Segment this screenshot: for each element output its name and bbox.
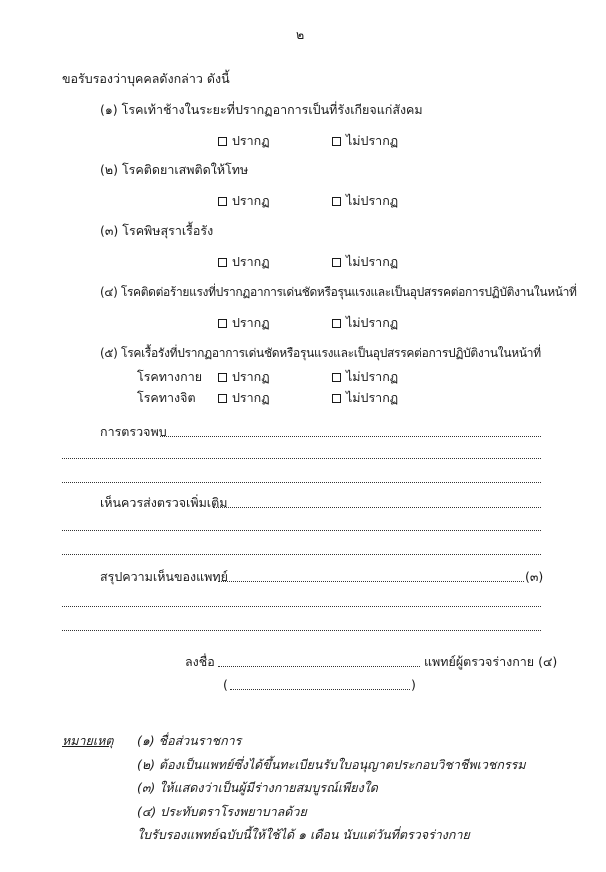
printed-name-line[interactable] [230, 689, 410, 690]
findings-label: การตรวจพบ [100, 424, 167, 439]
certification-intro: ขอรับรองว่าบุคคลดังกล่าว ดังนี้ [62, 71, 230, 86]
disease-5-label: (๕) โรคเรื้อรังที่ปรากฏอาการเด่นชัดหรือรุนแรงและเป็นอุปสรรคต่อการปฏิบัติงานในหน้าที่ [100, 346, 541, 360]
checkbox-icon[interactable] [332, 373, 341, 382]
findings-line[interactable] [160, 436, 541, 437]
sign-label: ลงชื่อ [185, 654, 215, 669]
doctor-opinion-line[interactable] [62, 630, 541, 631]
disease-4-label: (๔) โรคติดต่อร้ายแรงที่ปรากฏอาการเด่นชัดหรือรุนแรงและเป็นอุปสรรคต่อการปฏิบัติงานในหน้าที่ [100, 285, 577, 299]
remark-1: (๑) ชื่อส่วนราชการ [137, 733, 242, 748]
remark-validity: ใบรับรองแพทย์ฉบับนี้ให้ใช้ได้ ๑ เดือน นับแต่วันที่ตรวจร่างกาย [137, 827, 470, 842]
name-paren-close: ) [411, 677, 416, 692]
checkbox-icon[interactable] [332, 319, 341, 328]
further-exam-label: เห็นควรส่งตรวจเพิ่มเติม [100, 495, 228, 510]
disease-3-absent[interactable]: ไม่ปรากฏ [332, 254, 398, 270]
disease-3-label: (๓) โรคพิษสุราเรื้อรัง [100, 223, 214, 238]
subtype-physical-label: โรคทางกาย [137, 369, 203, 384]
findings-line[interactable] [62, 482, 541, 483]
remarks-label: หมายเหตุ [62, 733, 114, 748]
name-paren-open: ( [223, 677, 228, 692]
disease-4-present[interactable]: ปรากฏ [218, 315, 270, 331]
disease-5-physical-absent[interactable]: ไม่ปรากฏ [332, 369, 398, 385]
disease-2-label: (๒) โรคติดยาเสพติดให้โทษ [100, 162, 249, 177]
doctor-opinion-line[interactable] [62, 606, 541, 607]
disease-3-present[interactable]: ปรากฏ [218, 254, 270, 270]
disease-2-absent[interactable]: ไม่ปรากฏ [332, 193, 398, 209]
disease-1-present[interactable]: ปรากฏ [218, 133, 270, 149]
disease-5-mental-absent[interactable]: ไม่ปรากฏ [332, 390, 398, 406]
further-exam-line[interactable] [213, 507, 541, 508]
doctor-opinion-line[interactable] [218, 581, 524, 582]
further-exam-line[interactable] [62, 530, 541, 531]
remark-2: (๒) ต้องเป็นแพทย์ซึ่งได้ขึ้นทะเบียนรับใบอนุญาตประกอบวิชาชีพเวชกรรม [137, 757, 526, 772]
disease-5-mental-present[interactable]: ปรากฏ [218, 390, 270, 406]
doctor-opinion-note: (๓) [525, 569, 544, 584]
signature-line[interactable] [218, 666, 420, 667]
checkbox-icon[interactable] [218, 394, 227, 403]
disease-5-physical-present[interactable]: ปรากฏ [218, 369, 270, 385]
further-exam-line[interactable] [62, 554, 541, 555]
remark-4: (๔) ประทับตราโรงพยาบาลด้วย [137, 804, 307, 819]
checkbox-icon[interactable] [218, 319, 227, 328]
checkbox-icon[interactable] [218, 137, 227, 146]
remark-3: (๓) ให้แสดงว่าเป็นผู้มีร่างกายสมบูรณ์เพียงใด [137, 780, 378, 795]
page-number: ๒ [296, 27, 305, 42]
subtype-mental-label: โรคทางจิต [137, 390, 196, 405]
doctor-opinion-label: สรุปความเห็นของแพทย์ [100, 569, 228, 584]
disease-1-label: (๑) โรคเท้าช้างในระยะที่ปรากฏอาการเป็นที่รังเกียจแก่สังคม [100, 102, 423, 117]
checkbox-icon[interactable] [218, 197, 227, 206]
checkbox-icon[interactable] [332, 197, 341, 206]
sign-role: แพทย์ผู้ตรวจร่างกาย (๔) [424, 654, 558, 669]
disease-1-absent[interactable]: ไม่ปรากฏ [332, 133, 398, 149]
disease-4-absent[interactable]: ไม่ปรากฏ [332, 315, 398, 331]
checkbox-icon[interactable] [332, 394, 341, 403]
findings-line[interactable] [62, 458, 541, 459]
disease-2-present[interactable]: ปรากฏ [218, 193, 270, 209]
checkbox-icon[interactable] [332, 258, 341, 267]
checkbox-icon[interactable] [218, 373, 227, 382]
checkbox-icon[interactable] [218, 258, 227, 267]
checkbox-icon[interactable] [332, 137, 341, 146]
